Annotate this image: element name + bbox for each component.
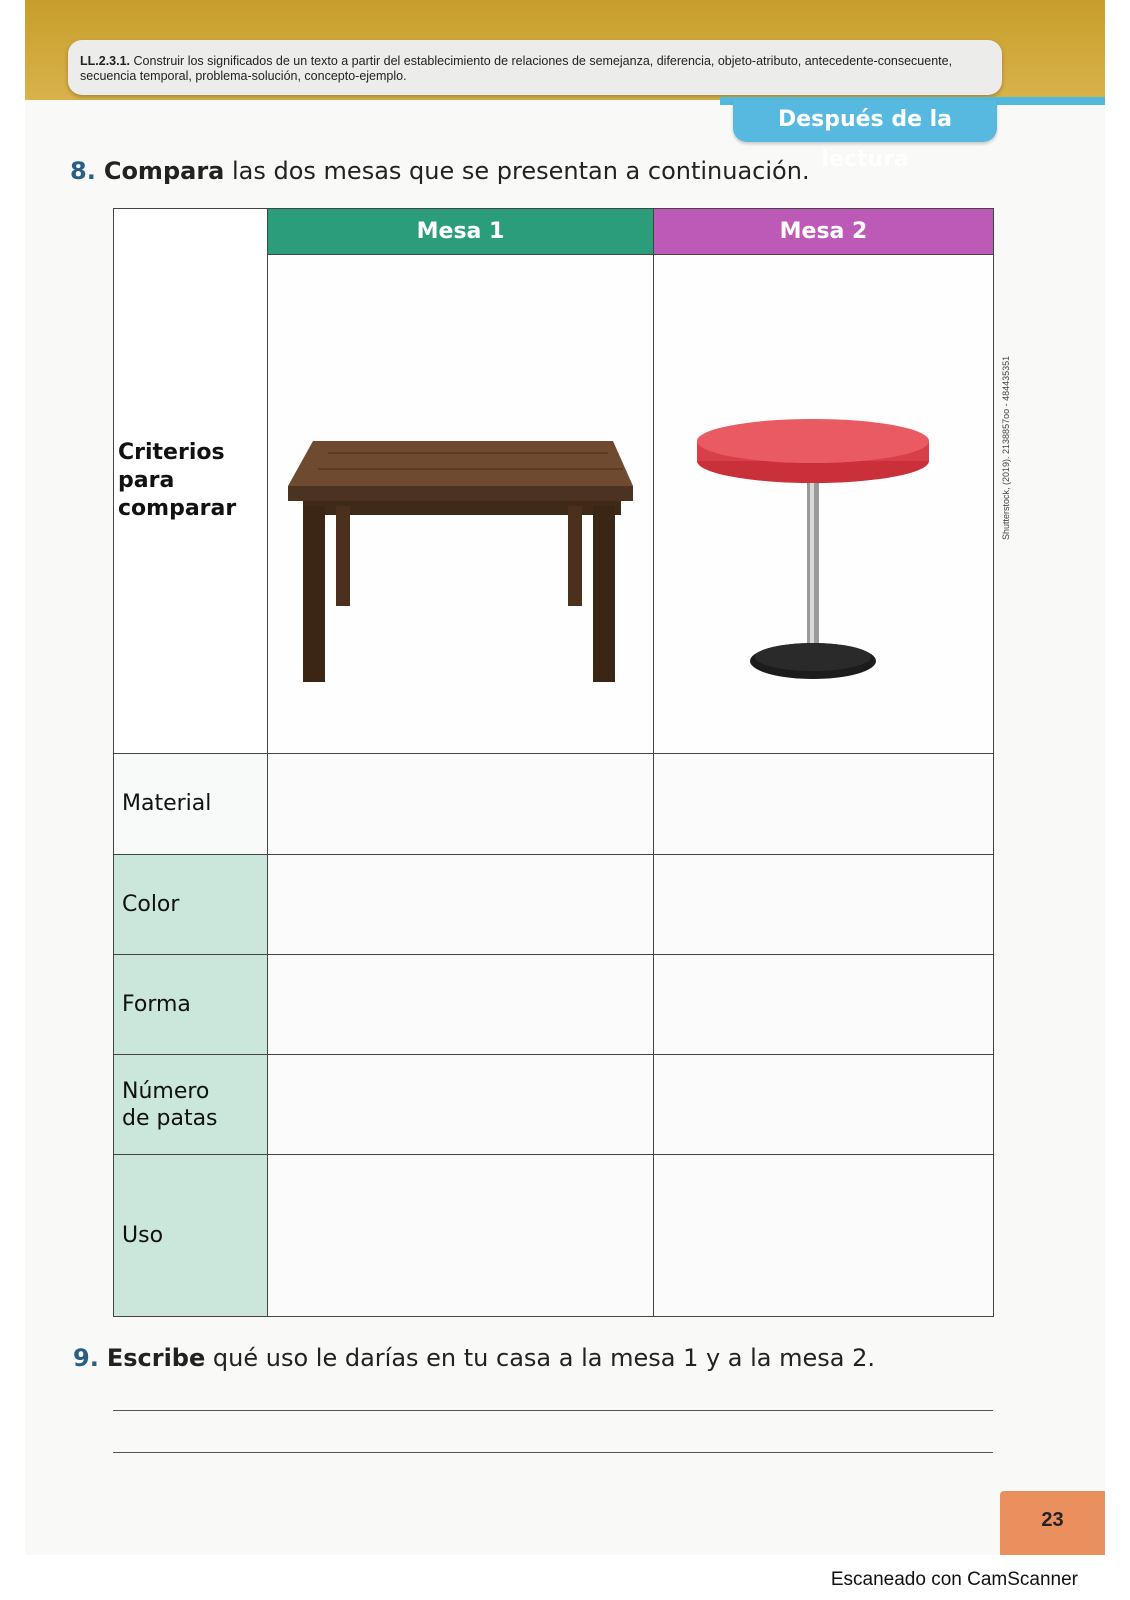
answer-cell-mesa-2-patas[interactable]	[654, 1055, 994, 1155]
section-badge: Después de la lectura	[733, 100, 997, 142]
criteria-label	[114, 439, 267, 523]
question-9	[73, 1344, 875, 1372]
row-label-text: de patas	[122, 1105, 218, 1131]
answer-line[interactable]	[113, 1410, 993, 1411]
answer-line[interactable]	[113, 1452, 993, 1453]
row-label-material	[114, 754, 268, 854]
question-text: qué uso le darías en tu casa a la mesa 1 y a la mesa 2.	[212, 1344, 876, 1372]
row-label-forma	[114, 954, 268, 1054]
question-text: las dos mesas que se presentan a continuación.	[231, 157, 810, 185]
row-label-numero-de-patas	[114, 1055, 268, 1155]
objective-text	[68, 40, 1002, 84]
question-number: 9.	[73, 1344, 99, 1372]
mesa-2-image-cell	[654, 255, 994, 754]
row-label-text: Forma	[122, 991, 191, 1017]
row-label-text: Número	[122, 1078, 210, 1104]
row-label-uso	[114, 1155, 268, 1317]
row-label-text: Uso	[122, 1223, 164, 1249]
mesa-1-image-cell	[268, 255, 654, 754]
row-label-text: Color	[122, 891, 180, 917]
answer-cell-mesa-2-uso[interactable]	[654, 1155, 994, 1317]
answer-cell-mesa-1-uso[interactable]	[268, 1155, 654, 1317]
criteria-line: comparar	[118, 496, 237, 522]
objective-description: Construir los significados de un texto a partir del establecimiento de relaciones de semejanza, diferencia, objeto-atributo, antecedente-consecuente, secuencia temporal, problema-solución, concepto-ejemplo.	[80, 54, 953, 83]
column-header-mesa-2: Mesa 2	[654, 209, 994, 255]
column-header-mesa-1: Mesa 1	[268, 209, 654, 255]
question-verb: Compara	[103, 157, 225, 185]
answer-cell-mesa-1-forma[interactable]	[268, 954, 654, 1054]
answer-cell-mesa-1-color[interactable]	[268, 854, 654, 954]
answer-cell-mesa-1-material[interactable]	[268, 754, 654, 854]
question-number: 8.	[70, 157, 96, 185]
round-red-table-image	[654, 261, 994, 748]
criteria-line: para	[118, 468, 175, 494]
question-verb: Escribe	[106, 1344, 206, 1372]
criteria-line: Criterios	[118, 440, 225, 466]
image-credit: Shutterstock, (2019). 2138857oo - 484435351	[1001, 355, 1011, 540]
comparison-table	[113, 208, 994, 1317]
question-8	[70, 157, 810, 185]
row-label-color	[114, 854, 268, 954]
wooden-table-image	[268, 261, 654, 748]
answer-cell-mesa-1-patas[interactable]	[268, 1055, 654, 1155]
answer-cell-mesa-2-material[interactable]	[654, 754, 994, 854]
scanner-watermark: Escaneado con CamScanner	[830, 1569, 1078, 1590]
answer-cell-mesa-2-color[interactable]	[654, 854, 994, 954]
row-label-text: Material	[122, 791, 212, 817]
criteria-header-cell	[114, 209, 268, 754]
objective-code: LL.2.3.1.	[80, 54, 131, 68]
answer-cell-mesa-2-forma[interactable]	[654, 954, 994, 1054]
page-number: 23	[1000, 1491, 1105, 1555]
objective-box	[68, 40, 1002, 95]
